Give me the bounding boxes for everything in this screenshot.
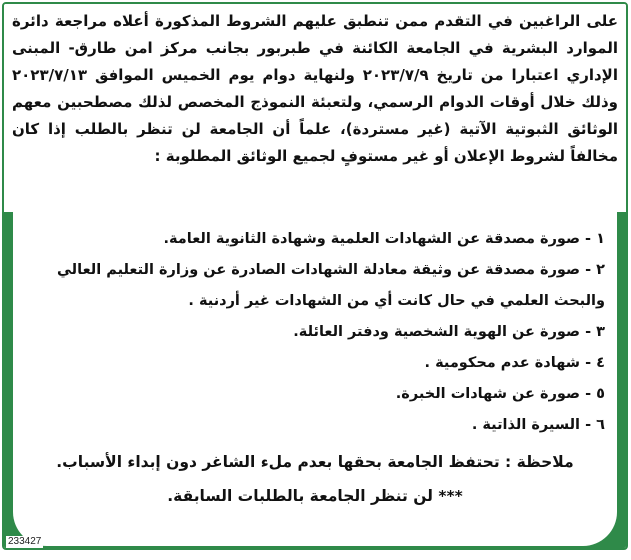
requirement-item-3: ٣ - صورة عن الهوية الشخصية ودفتر العائلة. xyxy=(293,324,605,340)
requirement-item-1: ١ - صورة مصدقة عن الشهادات العلمية وشهادة الثانوية العامة. xyxy=(163,231,605,247)
note-line: ملاحظة : تحتفظ الجامعة بحقها بعدم ملء الشاغر دون إبداء الأسباب. xyxy=(56,453,574,471)
requirement-item-4: ٤ - شهادة عدم محكومية . xyxy=(424,355,605,371)
ad-number: 233427 xyxy=(8,536,42,547)
ad-frame xyxy=(2,2,628,550)
requirement-item-6: ٦ - السيرة الذاتية . xyxy=(471,417,605,433)
intro-paragraph: على الراغبين في التقدم ممن تنطبق عليهم الشروط المذكورة أعلاه مراجعة دائرة الموارد البشرية في الجامعة الكائنة في طبربور بجانب مركز امن طارق- المبنى الإداري اعتبارا من تاريخ ٢٠٢٣/٧/٩ ولنهاية دوام يوم الخميس الموافق ٢٠٢٣/٧/١٣ وذلك خلال أوقات الدوام الرسمي، ولتعبئة النموذج المخصص لذلك مصطحبين معهم الوثائق الثبوتية الآتية (غير مستردة)، علماً أن الجامعة لن تنظر بالطلب إذا كان مخالفاً لشروط الإعلان أو غير مستوفٍ لجميع الوثائق المطلوبة : xyxy=(4,4,626,212)
requirements-card xyxy=(13,212,617,546)
closing-line: *** لن تنظر الجامعة بالطلبات السابقة. xyxy=(167,487,463,505)
green-panel xyxy=(4,212,626,548)
requirement-item-2: ٢ - صورة مصدقة عن وثيقة معادلة الشهادات الصادرة عن وزارة التعليم العالي والبحث العلمي في حال كانت أي من الشهادات غير أردنية . xyxy=(57,262,605,309)
requirement-item-5: ٥ - صورة عن شهادات الخبرة. xyxy=(395,386,605,402)
